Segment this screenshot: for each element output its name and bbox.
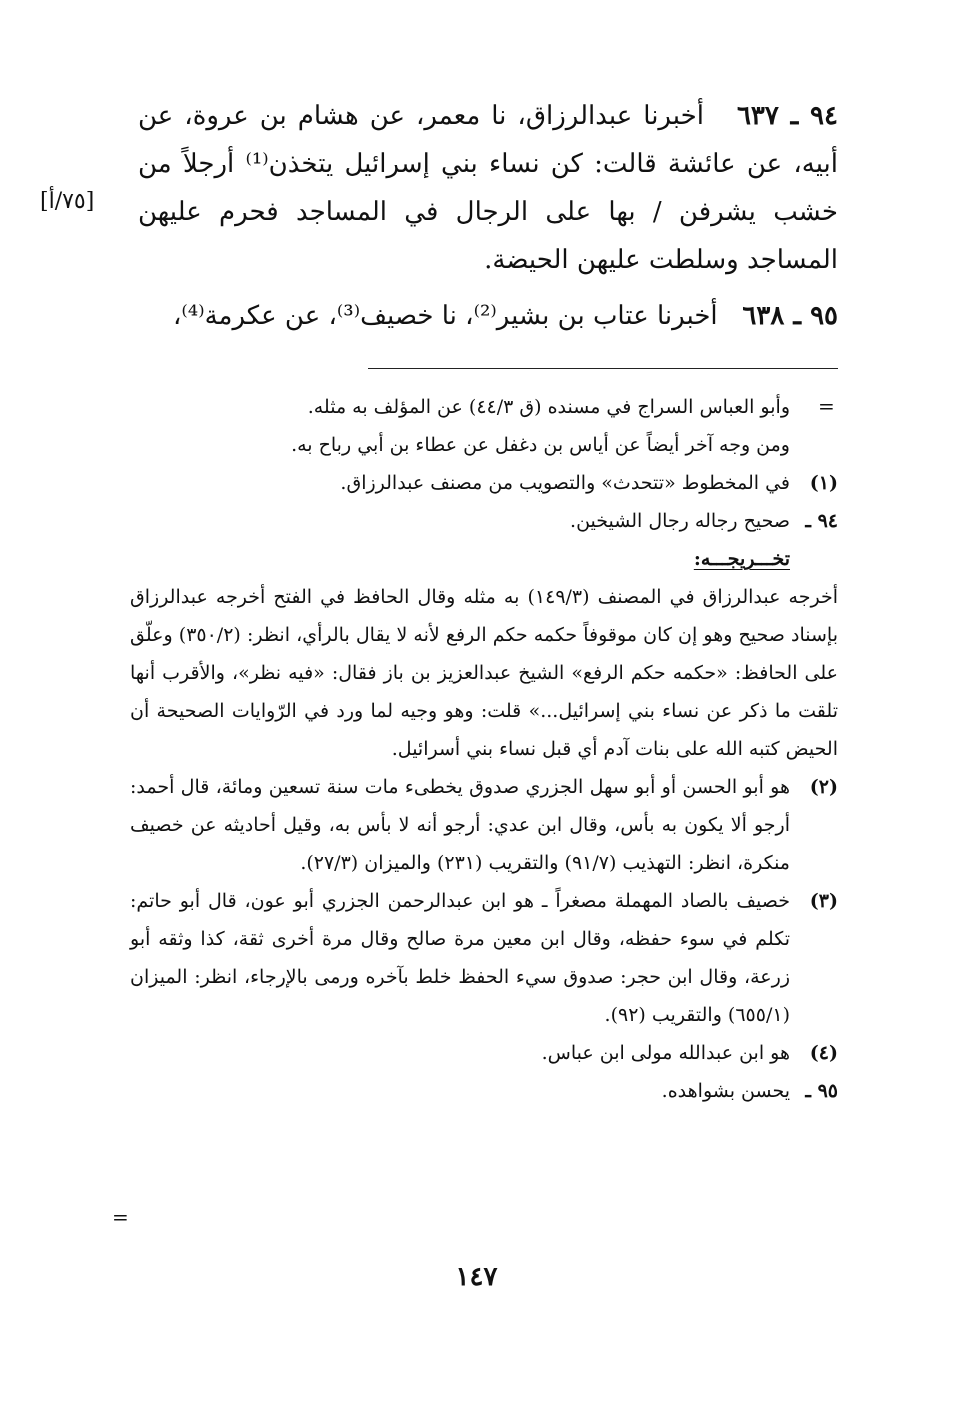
- continuation-mark: =: [818, 394, 835, 418]
- takhrij-text: أخرجه عبدالرزاق في المصنف (١٤٩/٣) به مثله وقال الحافظ في الفتح أخرجه عبدالرزاق بإسناد صحيح وهو إن كان موقوفاً حكمه حكم الرفع لأنه لا يقال بالرأي، انظر: (٣٥٠/٢) وعلّق على الحافظ: «حكمه حكم الرفع» الشيخ عبدالعزيز بن باز فقال: «فيه نظر»، والأقرب أنها تلقت ما ذكر عن نساء بني إسرائيل...» قلت: وهو وجيه لما ورد في الرّوايات الصحيحة أن الحيض كتبه الله على بنات آدم أي قبل نساء بني أسرائيل.: [130, 586, 838, 760]
- manuscript-folio-marker: [٧٥/أ]: [40, 189, 95, 214]
- continuation-mark: =: [112, 1205, 129, 1229]
- note-number: ٩٥ ـ: [805, 1080, 838, 1102]
- footnote-number: (٢): [809, 776, 838, 798]
- hadith-text: أخبرنا عتاب بن بشير⁽²⁾، نا خصيف⁽³⁾، عن عكرمة⁽⁴⁾،: [172, 301, 718, 331]
- hadith-number: ٩٤ ـ ٦٣٧: [736, 101, 838, 131]
- footnote-3: [130, 882, 838, 1034]
- footnote-1: [130, 464, 838, 502]
- footnote-number: (٣): [809, 890, 838, 912]
- footnote-text: خصيف بالصاد المهملة مصغراً ـ هو ابن عبدالرحمن الجزري أبو عون، قال أبو حاتم: تكلم في سوء حفظه، وقال ابن معين مرة صالح وقال مرة أخرى ثقة، كذا وثقه أبو زرعة، وقال ابن حجر: صدوق سيء الحفظ خلط بآخره ورمى بالإرجاء، انظر: الميزان (٦٥٥/١) والتقريب (٩٢).: [130, 890, 790, 1026]
- footnote-text: في المخطوط «تتحدث» والتصويب من مصنف عبدالرزاق.: [340, 472, 790, 494]
- footnotes: [130, 388, 838, 1110]
- note-text: صحيح رجاله رجال الشيخين.: [570, 510, 790, 532]
- footnote-number: (٤): [809, 1042, 838, 1064]
- footnote-continuation: وأبو العباس السراج في مسنده (ق ٤٤/٣) عن المؤلف به مثله.: [307, 396, 790, 418]
- footnote-2: [130, 768, 838, 882]
- hadith-text: أخبرنا عبدالرزاق، نا معمر، عن هشام بن عروة، عن أبيه، عن عائشة قالت: كن نساء بني إسرائيل يتخذن⁽¹⁾ أرجلاً من خشب يشرفن / بها على الرجال في المساجد فحرم عليهن المساجد وسلطت عليهن الحيضة.: [138, 101, 838, 275]
- takhrij-label: تخـــريجـــه:: [693, 548, 790, 570]
- hadith-number: ٩٥ ـ ٦٣٨: [742, 301, 838, 331]
- note-95: [130, 1072, 838, 1110]
- note-94: [130, 502, 838, 540]
- note-text: يحسن بشواهده.: [661, 1080, 790, 1102]
- footnote-continuation: ومن وجه آخر أيضاً عن أياس بن دغفل عن عطاء بن أبي رباح به.: [291, 434, 790, 456]
- footnote-4: [130, 1034, 838, 1072]
- footnote-separator: [368, 368, 838, 369]
- footnote-text: هو ابن عبدالله مولى ابن عباس.: [541, 1042, 790, 1064]
- hadith-638: [138, 292, 838, 340]
- hadith-637: [138, 92, 838, 284]
- footnote-number: (١): [809, 472, 838, 494]
- footnote-text: هو أبو الحسن أو أبو سهل الجزري صدوق يخطىء مات سنة تسعين ومائة، قال أحمد: أرجو ألا يكون به بأس، وقال ابن عدي: أرجو أنه لا بأس به، وقيل أحاديثه عن خصيف منكرة، انظر: التهذيب (٩١/٧) والتقريب (٢٣١) والميزان (٢٧/٣).: [130, 776, 790, 874]
- main-text: [138, 92, 838, 340]
- page-number: ١٤٧: [455, 1262, 498, 1292]
- takhrij-heading: [130, 540, 838, 578]
- note-number: ٩٤ ـ: [805, 510, 838, 532]
